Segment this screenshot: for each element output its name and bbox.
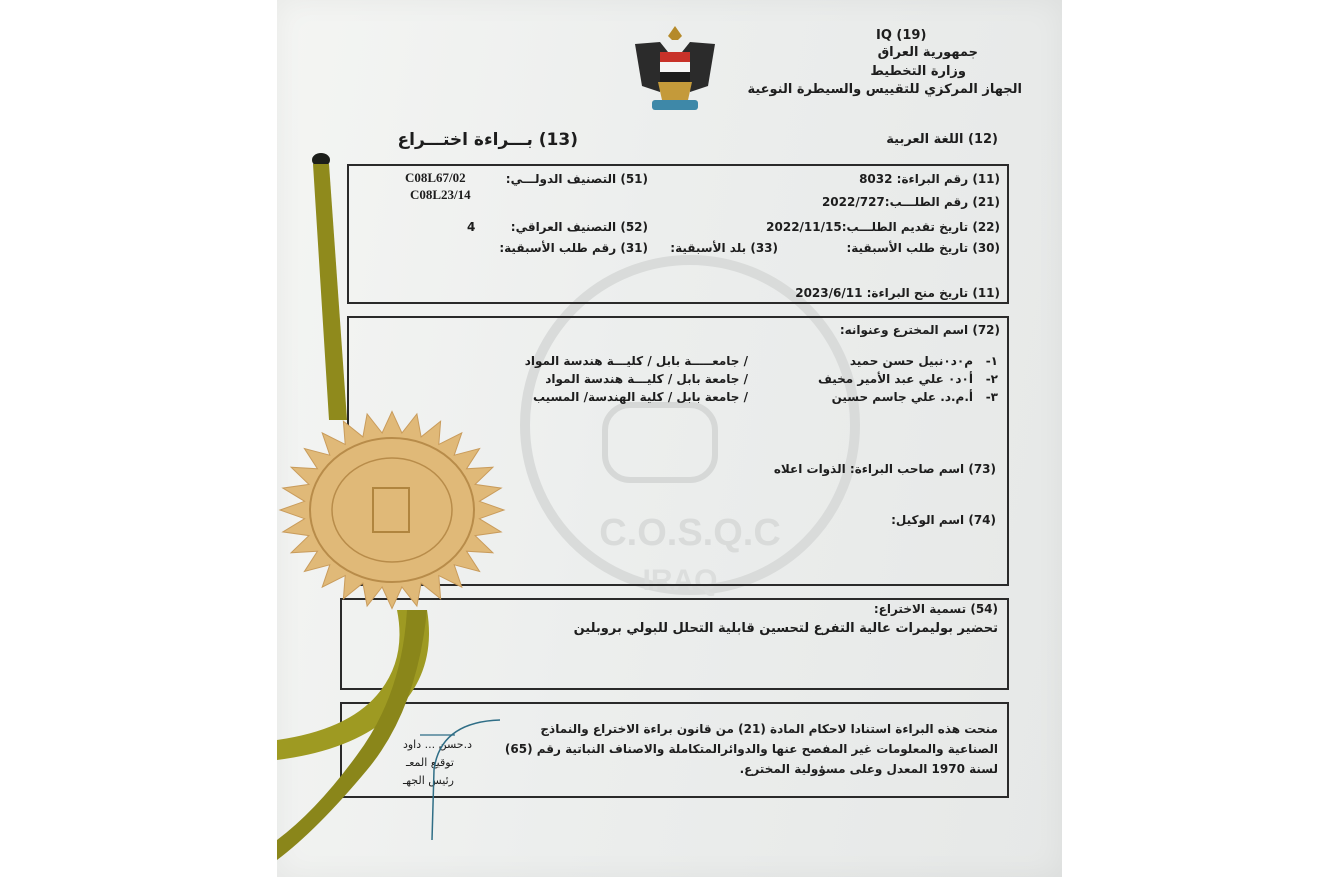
ministry-name: وزارة التخطيط xyxy=(870,64,966,79)
iraqi-class-label: (52) التصنيف العراقي: xyxy=(510,220,648,234)
filing-date-label: (22) تاريخ تقديم الطلـــب: xyxy=(841,220,1000,234)
language-label: (12) اللغة العربية xyxy=(886,132,998,147)
filing-date-value: 2022/11/15 xyxy=(766,220,842,234)
grant-date-label: (11) تاريخ منح البراءة: xyxy=(866,286,1000,300)
country-name: جمهورية العراق xyxy=(877,45,978,60)
inventor-address: / جامعة بابل / كلية الهندسة/ المسيب xyxy=(532,390,748,404)
grant-statement-line-1: منحت هذه البراءة استنادا لاحكام المادة (21) من قانون براءة الاختراع والنماذج xyxy=(540,722,998,736)
gold-seal xyxy=(275,408,510,613)
seal-starburst xyxy=(280,411,504,608)
watermark-sub: IRAQ xyxy=(642,564,718,597)
inventors-label: (72) اسم المخترع وعنوانه: xyxy=(839,323,1000,337)
document-type-title: (13) بـــراءة اختـــراع xyxy=(397,130,578,150)
signatory-role: توقيع المعـ xyxy=(406,756,454,769)
country-code: IQ (19) xyxy=(876,28,927,43)
grant-date-field xyxy=(795,286,1000,300)
inventor-name: م٠د٠نبيل حسن حميد xyxy=(849,354,973,368)
inventor-number: ٢- xyxy=(985,372,998,386)
inventor-address: / جامعـــــة بابل / كليـــة هندسة المواد xyxy=(524,354,748,368)
patent-number-field xyxy=(859,172,1000,186)
inventor-name: أ٠د٠ علي عبد الأمير مخيف xyxy=(817,372,973,386)
agency-name: الجهاز المركزي للتقييس والسيطرة النوعية xyxy=(747,82,1022,97)
inventor-name: أ.م.د. علي جاسم حسين xyxy=(831,390,973,404)
international-class-2: C08L23/14 xyxy=(410,187,471,202)
inventor-number: ٣- xyxy=(985,390,998,404)
priority-country-label: (33) بلد الأسبقية: xyxy=(670,241,778,255)
watermark-text: C.O.S.Q.C xyxy=(599,512,781,554)
iraqi-class-value: 4 xyxy=(467,220,476,234)
owner-field xyxy=(774,462,996,476)
grant-statement-line-3: لسنة 1970 المعدل وعلى مسؤولية المخترع. xyxy=(739,762,998,776)
iraq-eagle-emblem xyxy=(630,22,720,114)
owner-label: (73) اسم صاحب البراءة: xyxy=(849,462,996,476)
ribbon-upper-strip xyxy=(313,164,347,420)
patent-number-label: (11) رقم البراءة: xyxy=(896,172,1000,186)
invention-title-value: تحضير بوليمرات عالية التفرع لتحسين قابلية التحلل للبولي بروبلين xyxy=(573,621,998,636)
agent-label: (74) اسم الوكيل: xyxy=(891,513,996,527)
seal-star-shape xyxy=(280,411,504,608)
grant-statement-line-2: الصناعية والمعلومات غير المفصح عنها والدوائرالمتكاملة والاصناف النباتية رقم (65) xyxy=(504,742,998,756)
invention-title-label: (54) تسمية الاختراع: xyxy=(873,602,998,616)
signatory-title: رئيس الجهـ xyxy=(402,774,454,787)
grant-date-value: 2023/6/11 xyxy=(795,286,863,300)
inventor-number: ١- xyxy=(985,354,998,368)
signatory-name: د.حسن ... داود xyxy=(402,738,472,751)
application-number-label: (21) رقم الطلـــب: xyxy=(884,195,1000,209)
inventor-address: / جامعة بابل / كليـــة هندسة المواد xyxy=(545,372,748,386)
priority-number-label: (31) رقم طلب الأسبقية: xyxy=(499,241,648,255)
application-number-value: 2022/727 xyxy=(821,195,885,209)
priority-date-label: (30) تاريخ طلب الأسبقية: xyxy=(846,241,1000,255)
international-class-1: C08L67/02 xyxy=(405,170,466,185)
patent-number-value: 8032 xyxy=(859,172,893,186)
filing-date-field xyxy=(766,220,1000,234)
application-number-field xyxy=(822,195,1000,209)
owner-value: الذوات اعلاه xyxy=(773,462,846,476)
international-class-label: (51) التصنيف الدولـــي: xyxy=(505,172,648,186)
